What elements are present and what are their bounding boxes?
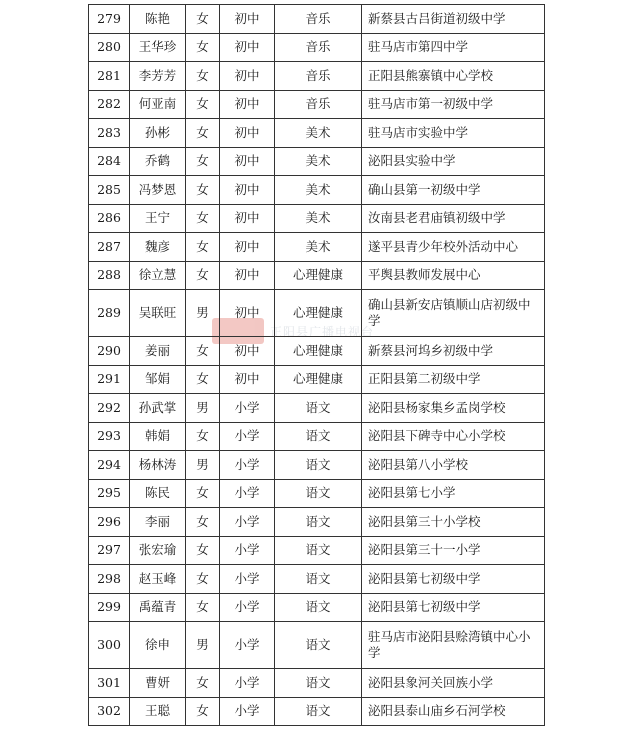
school-level-cell: 小学 — [220, 422, 275, 451]
teacher-name-cell: 徐立慧 — [130, 261, 186, 290]
subject-cell: 美术 — [275, 147, 362, 176]
school-level-cell: 小学 — [220, 451, 275, 480]
school-name-cell: 驻马店市第四中学 — [362, 33, 545, 62]
subject-cell: 语文 — [275, 451, 362, 480]
school-name-cell: 遂平县青少年校外活动中心 — [362, 233, 545, 262]
row-number-cell: 293 — [89, 422, 130, 451]
teacher-name-cell: 赵玉峰 — [130, 565, 186, 594]
teacher-name-cell: 孙彬 — [130, 119, 186, 148]
table-row — [89, 422, 545, 451]
row-number-cell: 291 — [89, 365, 130, 394]
teacher-name-cell: 曹妍 — [130, 669, 186, 698]
row-number-cell: 290 — [89, 337, 130, 366]
gender-cell: 女 — [186, 62, 220, 91]
gender-cell: 女 — [186, 147, 220, 176]
subject-cell: 美术 — [275, 204, 362, 233]
school-name-cell: 驻马店市泌阳县赊湾镇中心小学 — [362, 622, 545, 669]
school-name-cell: 泌阳县杨家集乡孟岗学校 — [362, 394, 545, 423]
gender-cell: 女 — [186, 261, 220, 290]
row-number-cell: 280 — [89, 33, 130, 62]
subject-cell: 美术 — [275, 119, 362, 148]
row-number-cell: 301 — [89, 669, 130, 698]
school-name-cell: 汝南县老君庙镇初级中学 — [362, 204, 545, 233]
school-name-cell: 泌阳县象河关回族小学 — [362, 669, 545, 698]
table-row — [89, 290, 545, 337]
gender-cell: 男 — [186, 394, 220, 423]
teacher-name-cell: 韩娟 — [130, 422, 186, 451]
school-level-cell: 初中 — [220, 176, 275, 205]
school-level-cell: 初中 — [220, 290, 275, 337]
subject-cell: 语文 — [275, 394, 362, 423]
gender-cell: 女 — [186, 204, 220, 233]
school-name-cell: 正阳县熊寨镇中心学校 — [362, 62, 545, 91]
school-name-cell: 泌阳县下碑寺中心小学校 — [362, 422, 545, 451]
subject-cell: 语文 — [275, 697, 362, 726]
teacher-name-cell: 李丽 — [130, 508, 186, 537]
gender-cell: 女 — [186, 697, 220, 726]
school-level-cell: 小学 — [220, 479, 275, 508]
school-name-cell: 正阳县第二初级中学 — [362, 365, 545, 394]
teacher-name-cell: 吴联旺 — [130, 290, 186, 337]
gender-cell: 女 — [186, 422, 220, 451]
row-number-cell: 288 — [89, 261, 130, 290]
subject-cell: 语文 — [275, 565, 362, 594]
table-row — [89, 565, 545, 594]
school-name-cell: 泌阳县实验中学 — [362, 147, 545, 176]
gender-cell: 女 — [186, 479, 220, 508]
school-level-cell: 初中 — [220, 365, 275, 394]
gender-cell: 女 — [186, 536, 220, 565]
school-level-cell: 小学 — [220, 622, 275, 669]
teacher-name-cell: 孙武掌 — [130, 394, 186, 423]
school-level-cell: 初中 — [220, 33, 275, 62]
table-row — [89, 593, 545, 622]
gender-cell: 女 — [186, 565, 220, 594]
table-row — [89, 622, 545, 669]
table-row — [89, 33, 545, 62]
school-name-cell: 泌阳县第八小学校 — [362, 451, 545, 480]
row-number-cell: 289 — [89, 290, 130, 337]
teacher-name-cell: 王宁 — [130, 204, 186, 233]
table-row — [89, 5, 545, 34]
teacher-name-cell: 张宏瑜 — [130, 536, 186, 565]
table-row — [89, 176, 545, 205]
row-number-cell: 287 — [89, 233, 130, 262]
school-name-cell: 泌阳县第七初级中学 — [362, 565, 545, 594]
watermark-text: 正阳县广播电视台 — [270, 324, 375, 339]
subject-cell: 心理健康 — [275, 290, 362, 337]
subject-cell: 音乐 — [275, 90, 362, 119]
school-name-cell: 驻马店市实验中学 — [362, 119, 545, 148]
gender-cell: 女 — [186, 669, 220, 698]
teacher-name-cell: 王聪 — [130, 697, 186, 726]
table-row — [89, 90, 545, 119]
row-number-cell: 281 — [89, 62, 130, 91]
school-name-cell: 泌阳县泰山庙乡石河学校 — [362, 697, 545, 726]
table-row — [89, 394, 545, 423]
row-number-cell: 298 — [89, 565, 130, 594]
teacher-name-cell: 魏彦 — [130, 233, 186, 262]
school-level-cell: 初中 — [220, 90, 275, 119]
school-name-cell: 驻马店市第一初级中学 — [362, 90, 545, 119]
school-level-cell: 初中 — [220, 337, 275, 366]
school-name-cell: 新蔡县古吕街道初级中学 — [362, 5, 545, 34]
row-number-cell: 285 — [89, 176, 130, 205]
subject-cell: 音乐 — [275, 33, 362, 62]
row-number-cell: 286 — [89, 204, 130, 233]
school-name-cell: 泌阳县第三十小学校 — [362, 508, 545, 537]
school-name-cell: 泌阳县第三十一小学 — [362, 536, 545, 565]
table-row — [89, 261, 545, 290]
school-level-cell: 初中 — [220, 62, 275, 91]
school-level-cell: 小学 — [220, 536, 275, 565]
teacher-name-cell: 姜丽 — [130, 337, 186, 366]
table-row — [89, 204, 545, 233]
school-level-cell: 小学 — [220, 593, 275, 622]
row-number-cell: 283 — [89, 119, 130, 148]
roster-body — [89, 5, 545, 726]
gender-cell: 男 — [186, 622, 220, 669]
row-number-cell: 292 — [89, 394, 130, 423]
subject-cell: 语文 — [275, 593, 362, 622]
gender-cell: 女 — [186, 593, 220, 622]
school-name-cell: 泌阳县第七小学 — [362, 479, 545, 508]
school-level-cell: 初中 — [220, 5, 275, 34]
gender-cell: 男 — [186, 290, 220, 337]
subject-cell: 语文 — [275, 622, 362, 669]
school-name-cell: 平舆县教师发展中心 — [362, 261, 545, 290]
teacher-name-cell: 禹蕴青 — [130, 593, 186, 622]
gender-cell: 女 — [186, 33, 220, 62]
row-number-cell: 297 — [89, 536, 130, 565]
teacher-name-cell: 冯梦恩 — [130, 176, 186, 205]
table-row — [89, 536, 545, 565]
row-number-cell: 284 — [89, 147, 130, 176]
table-row — [89, 337, 545, 366]
row-number-cell: 282 — [89, 90, 130, 119]
subject-cell: 语文 — [275, 536, 362, 565]
school-level-cell: 初中 — [220, 147, 275, 176]
subject-cell: 美术 — [275, 176, 362, 205]
row-number-cell: 294 — [89, 451, 130, 480]
row-number-cell: 300 — [89, 622, 130, 669]
table-row — [89, 451, 545, 480]
school-name-cell: 泌阳县第七初级中学 — [362, 593, 545, 622]
gender-cell: 女 — [186, 337, 220, 366]
subject-cell: 语文 — [275, 669, 362, 698]
subject-cell: 语文 — [275, 479, 362, 508]
subject-cell: 心理健康 — [275, 365, 362, 394]
table-row — [89, 365, 545, 394]
school-name-cell: 确山县新安店镇顺山店初级中学 — [362, 290, 545, 337]
subject-cell: 语文 — [275, 508, 362, 537]
teacher-roster-table — [88, 4, 545, 726]
school-level-cell: 小学 — [220, 565, 275, 594]
school-level-cell: 小学 — [220, 394, 275, 423]
table-row — [89, 697, 545, 726]
row-number-cell: 279 — [89, 5, 130, 34]
teacher-name-cell: 杨林涛 — [130, 451, 186, 480]
gender-cell: 女 — [186, 233, 220, 262]
school-name-cell: 确山县第一初级中学 — [362, 176, 545, 205]
teacher-name-cell: 王华珍 — [130, 33, 186, 62]
school-level-cell: 初中 — [220, 204, 275, 233]
table-row — [89, 62, 545, 91]
gender-cell: 女 — [186, 119, 220, 148]
school-level-cell: 初中 — [220, 261, 275, 290]
school-level-cell: 初中 — [220, 119, 275, 148]
gender-cell: 女 — [186, 176, 220, 205]
gender-cell: 女 — [186, 5, 220, 34]
school-level-cell: 小学 — [220, 697, 275, 726]
teacher-name-cell: 陈艳 — [130, 5, 186, 34]
subject-cell: 心理健康 — [275, 337, 362, 366]
row-number-cell: 295 — [89, 479, 130, 508]
gender-cell: 女 — [186, 90, 220, 119]
table-row — [89, 233, 545, 262]
subject-cell: 音乐 — [275, 5, 362, 34]
subject-cell: 美术 — [275, 233, 362, 262]
teacher-name-cell: 邹娟 — [130, 365, 186, 394]
subject-cell: 音乐 — [275, 62, 362, 91]
teacher-name-cell: 何亚南 — [130, 90, 186, 119]
school-name-cell: 新蔡县河坞乡初级中学 — [362, 337, 545, 366]
school-level-cell: 小学 — [220, 508, 275, 537]
subject-cell: 语文 — [275, 422, 362, 451]
gender-cell: 女 — [186, 508, 220, 537]
gender-cell: 男 — [186, 451, 220, 480]
table-row — [89, 147, 545, 176]
teacher-name-cell: 李芳芳 — [130, 62, 186, 91]
school-level-cell: 小学 — [220, 669, 275, 698]
table-row — [89, 669, 545, 698]
school-level-cell: 初中 — [220, 233, 275, 262]
row-number-cell: 299 — [89, 593, 130, 622]
subject-cell: 心理健康 — [275, 261, 362, 290]
table-row — [89, 508, 545, 537]
gender-cell: 女 — [186, 365, 220, 394]
row-number-cell: 296 — [89, 508, 130, 537]
table-row — [89, 119, 545, 148]
table-row — [89, 479, 545, 508]
teacher-name-cell: 陈民 — [130, 479, 186, 508]
row-number-cell: 302 — [89, 697, 130, 726]
teacher-name-cell: 乔鹤 — [130, 147, 186, 176]
teacher-name-cell: 徐申 — [130, 622, 186, 669]
